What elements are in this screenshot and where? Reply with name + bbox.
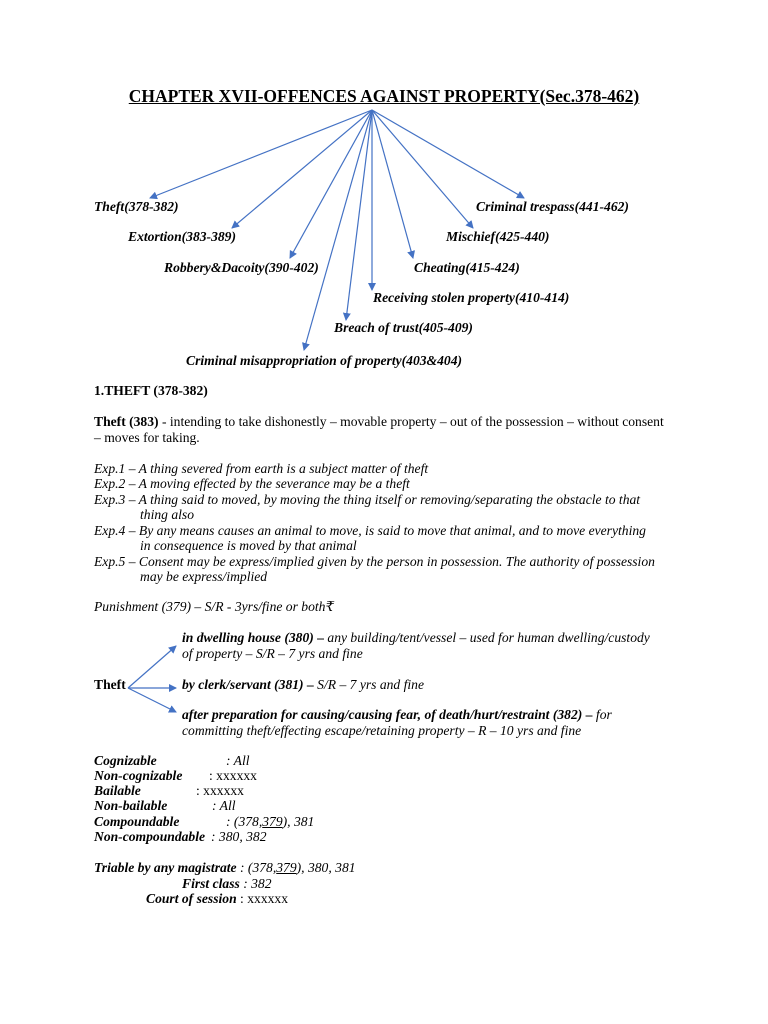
- type-dwelling-cont: of property – S/R – 7 yrs and fine: [182, 646, 363, 661]
- nonbailable-value: : All: [212, 798, 236, 813]
- compoundable-value-pre: : (378,: [226, 814, 263, 829]
- arrow-theft: [150, 110, 372, 198]
- explanation-5-cont: may be express/implied: [140, 569, 268, 584]
- cognizable-label: Cognizable: [94, 753, 157, 768]
- type-clerk-head: by clerk/servant (381) –: [182, 677, 314, 692]
- compoundable-value-post: ), 381: [282, 814, 315, 829]
- triable-magistrate-post: ), 380, 381: [296, 860, 356, 875]
- triable-magistrate-pre: : (378,: [236, 860, 277, 875]
- node-breach: Breach of trust(405-409): [334, 320, 473, 335]
- type-clerk-text: S/R – 7 yrs and fine: [313, 677, 425, 692]
- explanation-2: Exp.2 – A moving effected by the severance may be a theft: [94, 476, 410, 491]
- arrow-breach: [346, 110, 372, 320]
- node-theft: Theft(378-382): [94, 199, 179, 214]
- explanation-5: Exp.5 – Consent may be express/implied given by the person in possession. The authority of possession: [94, 554, 655, 569]
- theft-root-label: Theft: [94, 677, 126, 692]
- node-misappropriation: Criminal misappropriation of property(403&404): [186, 353, 463, 368]
- court-of-session-value: : xxxxxx: [236, 891, 289, 906]
- first-class-label: First class: [182, 876, 240, 891]
- page-title: CHAPTER XVII-OFFENCES AGAINST PROPERTY(Sec.378-462): [128, 86, 640, 106]
- node-trespass: Criminal trespass(441-462): [476, 199, 629, 214]
- arrow-trespass: [372, 110, 524, 198]
- arrow-dwelling: [128, 646, 176, 688]
- nonbailable-label: Non-bailable: [94, 798, 168, 813]
- explanation-3-cont: thing also: [140, 507, 195, 522]
- bailable-value: : xxxxxx: [196, 783, 244, 798]
- arrow-cheating: [372, 110, 413, 258]
- noncompoundable-value: : 380, 382: [211, 829, 267, 844]
- triable-court-of-session: [146, 891, 288, 907]
- definition-text: - intending to take dishonestly – movable property – out of the possession – without consent: [158, 414, 664, 429]
- noncognizable-value: : xxxxxx: [209, 768, 257, 783]
- explanation-4: Exp.4 – By any means causes an animal to move, is said to move that animal, and to move everything: [94, 523, 646, 538]
- triable-first-class: [182, 876, 272, 892]
- noncognizable-label: Non-cognizable: [94, 768, 183, 783]
- type-dwelling: [182, 630, 650, 646]
- type-prep-head: after preparation for causing/causing fear, of death/hurt/restraint (382) –: [182, 707, 593, 722]
- arrow-prep: [128, 688, 176, 712]
- arrow-robbery: [290, 110, 372, 258]
- definition-label: Theft (383): [94, 414, 159, 429]
- node-cheating: Cheating(415-424): [414, 260, 520, 275]
- bailable-label: Bailable: [94, 783, 141, 798]
- arrow-extortion: [232, 110, 372, 228]
- cognizable-value: : All: [226, 753, 250, 768]
- court-of-session-label: Court of session: [146, 891, 237, 906]
- node-receiving: Receiving stolen property(410-414): [373, 290, 570, 305]
- node-mischief: Mischief(425-440): [446, 229, 550, 244]
- arrow-mischief: [372, 110, 473, 228]
- node-robbery: Robbery&Dacoity(390-402): [164, 260, 319, 275]
- explanation-1: Exp.1 – A thing severed from earth is a subject matter of theft: [94, 461, 429, 476]
- type-clerk: [182, 677, 424, 693]
- type-prep-text: for: [592, 707, 612, 722]
- first-class-value: : 382: [239, 876, 272, 891]
- type-prep: [182, 707, 612, 723]
- section-heading: 1.THEFT (378-382): [94, 383, 208, 398]
- noncompoundable-label: Non-compoundable: [94, 829, 206, 844]
- explanation-4-cont: in consequence is moved by that animal: [140, 538, 357, 553]
- type-dwelling-text: any building/tent/vessel – used for human dwelling/custody: [324, 630, 650, 645]
- triable-magistrate-underlined: 379: [276, 860, 297, 875]
- punishment: Punishment (379) – S/R - 3yrs/fine or both₹: [94, 599, 335, 614]
- type-prep-cont: committing theft/effecting escape/retaining property – R – 10 yrs and fine: [182, 723, 582, 738]
- triable-magistrate-label: Triable by any magistrate: [94, 860, 237, 875]
- compoundable-value: [226, 814, 314, 830]
- compoundable-label: Compoundable: [94, 814, 180, 829]
- explanation-3: Exp.3 – A thing said to moved, by moving the thing itself or removing/separating the obstacle to that: [94, 492, 641, 507]
- node-extortion: Extortion(383-389): [128, 229, 236, 244]
- definition-line-1: [94, 414, 664, 430]
- arrow-misappropriation: [304, 110, 372, 350]
- definition-line-2: – moves for taking.: [94, 430, 200, 445]
- type-dwelling-head: in dwelling house (380) –: [182, 630, 324, 645]
- triable-magistrate: [94, 860, 356, 876]
- compoundable-value-underlined: 379: [262, 814, 283, 829]
